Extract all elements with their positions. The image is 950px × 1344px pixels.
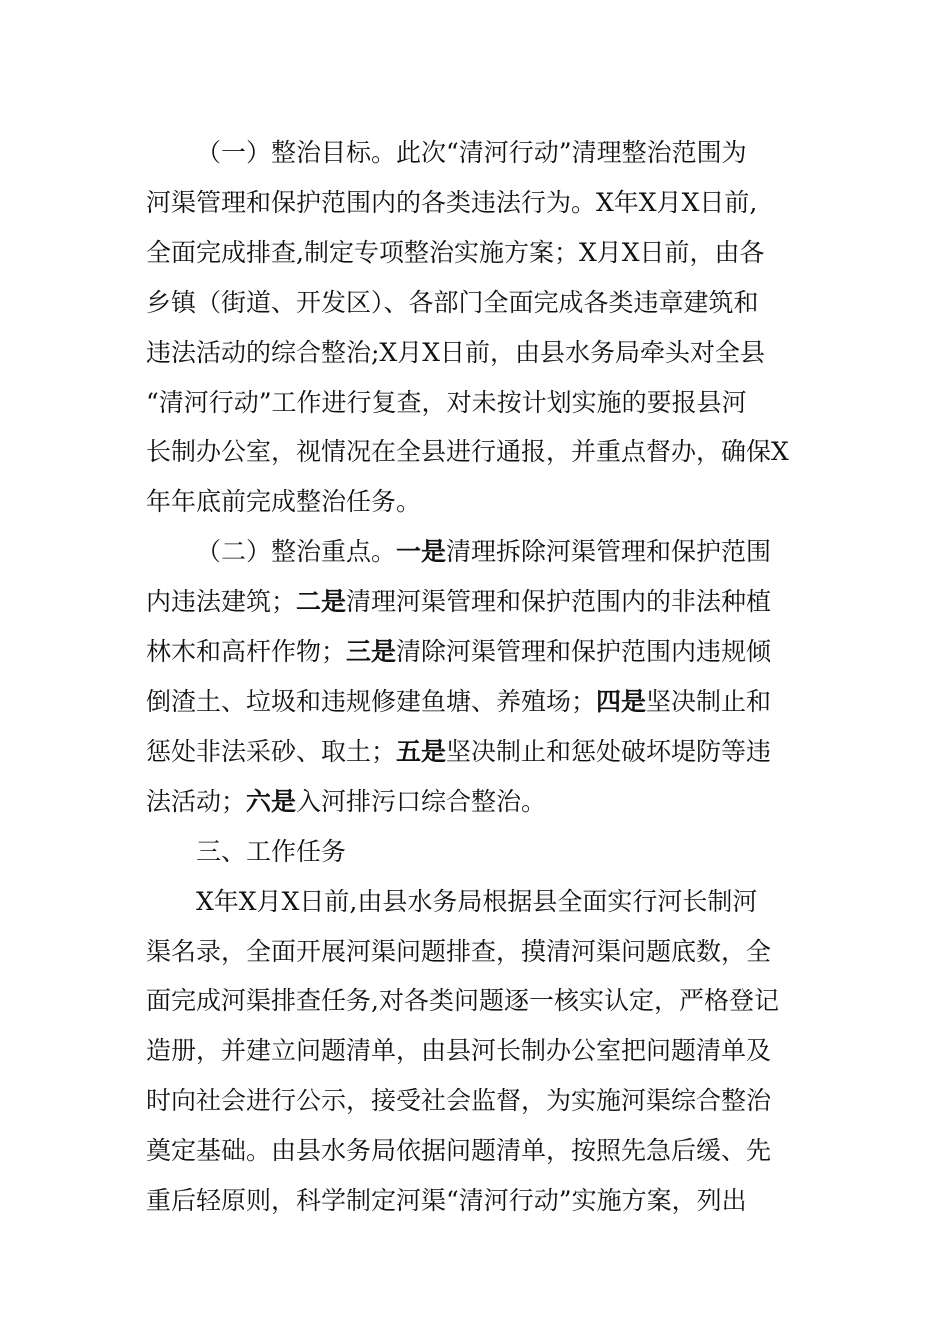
bold-emphasis: 六是 (246, 786, 297, 816)
text-run: 入河排污口综合整治。 (296, 786, 547, 816)
text-line: （一）整治目标。此次“清河行动”清理整治范围为 (196, 138, 747, 167)
text-line (146, 527, 806, 577)
text-line: 造册，并建立问题清单，由县河长制办公室把问题清单及 (146, 1036, 772, 1066)
text-line: 时向社会进行公示，接受社会监督，为实施河渠综合整治 (146, 1086, 772, 1116)
bold-emphasis: 五是 (396, 736, 447, 766)
text-line (146, 677, 806, 727)
text-line: 河渠管理和保护范围内的各类违法行为。X年X月X日前, (146, 187, 758, 217)
text-run: 倒渣土、垃圾和违规修建鱼塘、养殖场； (146, 686, 597, 716)
text-line (146, 627, 806, 677)
text-run: （二）整治重点。 (196, 537, 397, 567)
text-line: 面完成河渠排查任务,对各类问题逐一核实认定，严格登记 (146, 986, 779, 1016)
text-run: 法活动； (146, 786, 247, 816)
text-run: 清理河渠管理和保护范围内的非法种植 (346, 587, 772, 617)
text-line: 乡镇（街道、开发区）、各部门全面完成各类违章建筑和 (146, 287, 759, 317)
text-run: 林木和高杆作物； (146, 637, 347, 667)
paragraph-rectification-focus (146, 527, 806, 826)
bold-emphasis: 三是 (346, 637, 397, 667)
text-line: 全面完成排查,制定专项整治实施方案；X月X日前，由各 (146, 237, 765, 267)
text-line: 违法活动的综合整治;X月X日前，由县水务局牵头对全县 (146, 337, 766, 367)
text-line (146, 777, 806, 827)
paragraph-rectification-goals (146, 128, 806, 527)
text-run: 清除河渠管理和保护范围内违规倾 (396, 637, 772, 667)
text-line: 年年底前完成整治任务。 (146, 487, 422, 517)
text-line: 渠名录，全面开展河渠问题排查，摸清河渠问题底数，全 (146, 936, 772, 966)
text-run: 清理拆除河渠管理和保护范围 (446, 537, 772, 567)
text-line (146, 577, 806, 627)
text-line: 奠定基础。由县水务局依据问题清单，按照先急后缓、先 (146, 1136, 772, 1166)
text-line: 重后轻原则，科学制定河渠“清河行动”实施方案，列出 (146, 1186, 747, 1216)
text-line: “清河行动”工作进行复查，对未按计划实施的要报县河 (146, 387, 747, 417)
section-heading: 三、工作任务 (196, 836, 347, 866)
text-line (146, 727, 806, 777)
bold-emphasis: 一是 (396, 537, 447, 567)
bold-emphasis: 四是 (596, 686, 647, 716)
document-body (146, 128, 806, 1226)
text-run: 内违法建筑； (146, 587, 297, 617)
bold-emphasis: 二是 (296, 587, 347, 617)
text-run: 坚决制止和惩处破坏堤防等违 (446, 736, 772, 766)
paragraph-work-tasks (146, 877, 806, 1226)
text-run: 坚决制止和 (646, 686, 772, 716)
text-line: X年X月X日前,由县水务局根据县全面实行河长制河 (196, 886, 758, 916)
text-run: 惩处非法采砂、取土； (146, 736, 397, 766)
text-line: 长制办公室，视情况在全县进行通报，并重点督办，确保X (146, 437, 789, 467)
